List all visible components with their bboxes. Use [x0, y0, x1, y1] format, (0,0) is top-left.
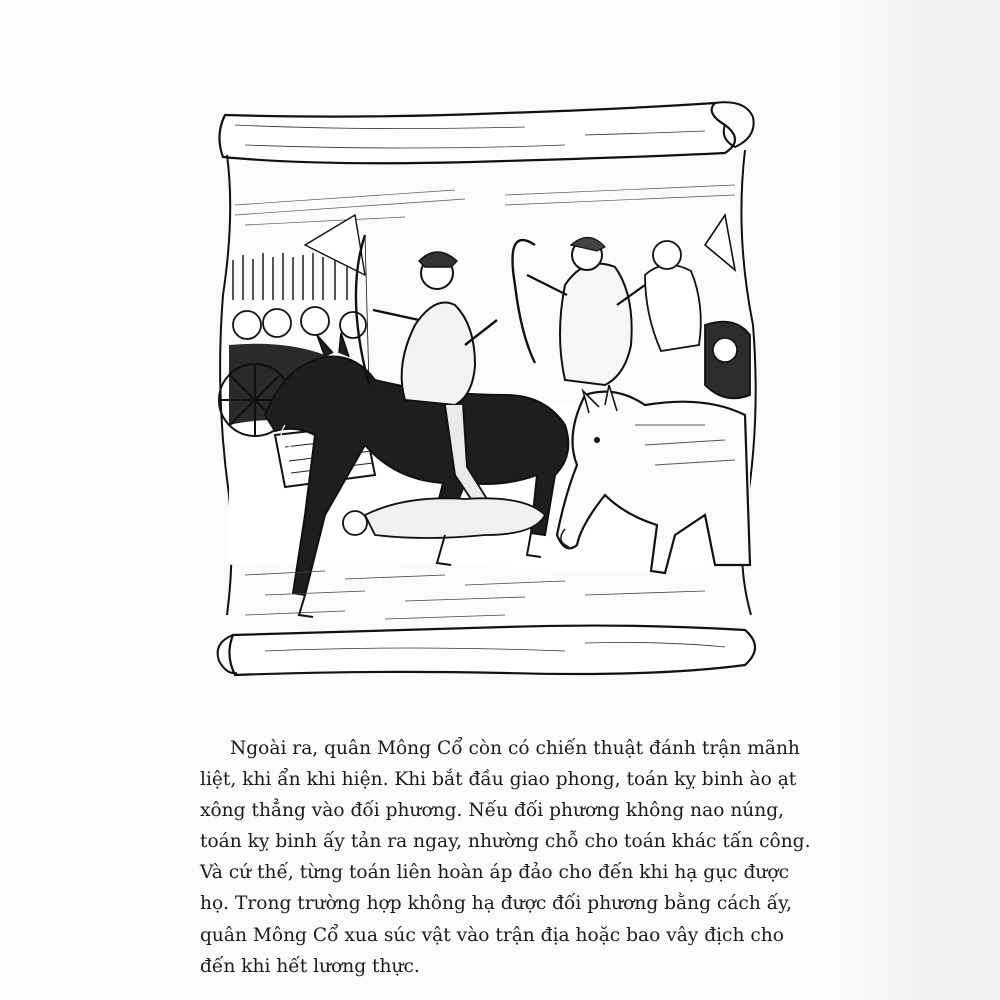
paragraph-line: họ. Trong trường hợp không hạ được đối phương bằng cách ấy,	[200, 893, 793, 915]
paragraph-line: Ngoài ra, quân Mông Cổ còn có chiến thuật đánh trận mãnh	[230, 738, 800, 759]
page-edge-shadow	[830, 0, 1000, 1000]
paragraph-line: đến khi hết lương thực.	[200, 955, 420, 977]
paragraph-line: liệt, khi ẩn khi hiện. Khi bắt đầu giao phong, toán kỵ binh ào ạt	[200, 769, 797, 791]
body-paragraph	[200, 733, 811, 982]
paragraph-line: xông thẳng vào đối phương. Nếu đối phương không nao núng,	[200, 800, 785, 822]
scroll-engraving-icon	[205, 95, 775, 685]
paragraph-line: Và cứ thế, từng toán liên hoàn áp đảo cho đến khi hạ gục được	[200, 862, 789, 884]
battle-illustration	[205, 95, 775, 685]
paragraph-line: toán kỵ binh ấy tản ra ngay, nhường chỗ cho toán khác tấn công.	[200, 831, 811, 853]
paragraph-line: quân Mông Cổ xua súc vật vào trận địa hoặc bao vây địch cho	[200, 924, 784, 946]
